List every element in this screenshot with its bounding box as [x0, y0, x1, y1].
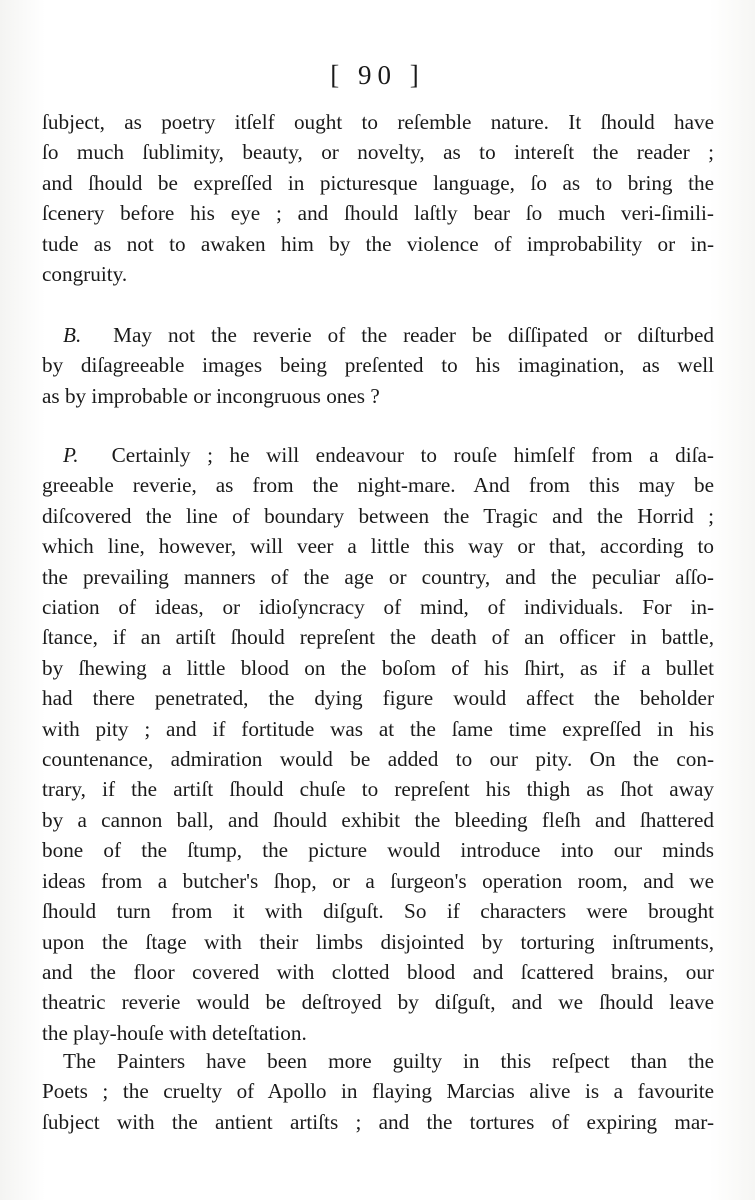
text-line: by ſhewing a little blood on the boſom of his ſhirt, as if a bullet	[42, 655, 714, 680]
text-line: bone of the ſtump, the picture would introduce into our minds	[42, 838, 714, 863]
paragraph-3	[42, 440, 714, 1048]
text-line: ciation of ideas, or idioſyncracy of mind, of individuals. For in-	[42, 595, 714, 620]
text-line: with pity ; and if fortitude was at the ſame time expreſſed in his	[42, 716, 714, 741]
text-line: by a cannon ball, and ſhould exhibit the bleeding fleſh and ſhattered	[42, 807, 714, 832]
text-line: ſtance, if an artiſt ſhould repreſent the death of an officer in battle,	[42, 625, 714, 650]
text-line: the prevailing manners of the age or country, and the peculiar aſſo-	[42, 564, 714, 589]
text-line: ſo much ſublimity, beauty, or novelty, as to intereſt the reader ;	[42, 140, 714, 165]
text-line: which line, however, will veer a little this way or that, according to	[42, 534, 714, 559]
text-line: tude as not to awaken him by the violence of improbability or in-	[42, 231, 714, 256]
text-line: ideas from a butcher's ſhop, or a ſurgeon's operation room, and we	[42, 868, 714, 893]
text-line: ſubject with the antient artiſts ; and the tortures of expiring mar-	[42, 1109, 714, 1134]
text-line: by diſagreeable images being preſented to his imagination, as well	[42, 353, 714, 378]
speaker-label: P.	[63, 443, 79, 467]
page-number: [ 90 ]	[330, 60, 425, 90]
text-line: had there penetrated, the dying figure would affect the beholder	[42, 686, 714, 711]
text-line: countenance, admiration would be added to our pity. On the con-	[42, 747, 714, 772]
text-fragment: Certainly ; he will endeavour to rouſe himſelf from a diſa-	[111, 443, 714, 467]
paragraph-4	[42, 1046, 714, 1137]
text-line: greeable reverie, as from the night-mare. And from this may be	[42, 473, 714, 498]
text-line: the play-houſe with deteſtation.	[42, 1020, 307, 1045]
text-line: trary, if the artiſt ſhould chuſe to repreſent his thigh as ſhot away	[42, 777, 714, 802]
text-line: as by improbable or incongruous ones ?	[42, 383, 380, 408]
text-line: and ſhould be expreſſed in picturesque language, ſo as to bring the	[42, 170, 714, 195]
text-line	[42, 320, 714, 350]
text-line: congruity.	[42, 262, 128, 287]
speaker-label: B.	[63, 323, 82, 347]
text-line	[42, 440, 714, 470]
text-line: diſcovered the line of boundary between the Tragic and the Horrid ;	[42, 503, 714, 528]
text-line: ſcenery before his eye ; and ſhould laſtly bear ſo much veri-ſimili-	[42, 201, 714, 226]
text-line: ſubject, as poetry itſelf ought to reſemble nature. It ſhould have	[42, 110, 714, 134]
text-line: and the floor covered with clotted blood and ſcattered brains, our	[42, 959, 714, 984]
text-line: upon the ſtage with their limbs disjointed by torturing inſtruments,	[42, 929, 714, 954]
paragraph-2	[42, 320, 714, 411]
text-line: theatric reverie would be deſtroyed by diſguſt, and we ſhould leave	[42, 990, 714, 1015]
text-line: ſhould turn from it with diſguſt. So if characters were brought	[42, 899, 714, 924]
paragraph-1	[42, 107, 714, 289]
text-fragment: May not the reverie of the reader be diſſipated or diſturbed	[113, 323, 714, 347]
text-line: Poets ; the cruelty of Apollo in flaying Marcias alive is a favourite	[42, 1079, 714, 1104]
text-line: The Painters have been more guilty in this reſpect than the	[63, 1049, 714, 1073]
